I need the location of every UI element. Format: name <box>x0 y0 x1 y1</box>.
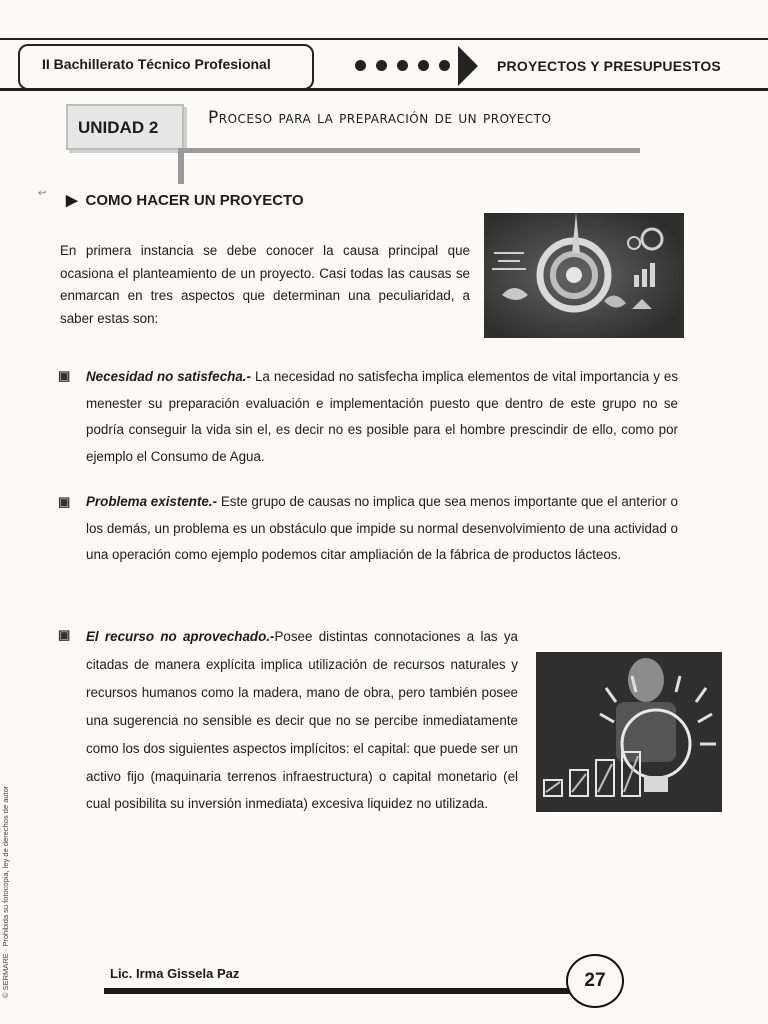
lightbulb-growth-image <box>536 652 722 812</box>
bullet-text: Este grupo de causas no implica que sea menos importante que el anterior o los demás, un problema es un obstáculo que impide su normal desenvolvimiento de una actividad o una operación como ejemplo podemos citar ampliación de la fábrica de productos lácteos. <box>86 494 678 563</box>
section-marker: ↩ <box>38 188 47 199</box>
dot <box>376 60 387 71</box>
bullet-term: El recurso no aprovechado.- <box>86 629 275 644</box>
course-label: II Bachillerato Técnico Profesional <box>18 44 314 90</box>
square-bullet-icon: ▣ <box>58 494 71 509</box>
unit-label: UNIDAD 2 <box>66 104 184 150</box>
author-name: Lic. Irma Gissela Paz <box>110 966 240 981</box>
intro-paragraph: En primera instancia se debe conocer la causa principal que ocasiona el planteamiento de un proyecto. Casi todas las causas se enmarcan en tres aspectos que determinan una peculiaridad, a saber estas son: <box>60 243 470 326</box>
section-heading-text: COMO HACER UN PROYECTO <box>85 192 304 209</box>
bullet-term: Necesidad no satisfecha.- <box>86 369 251 384</box>
unit-title: Proceso para la preparación de un proyecto <box>208 108 552 128</box>
bullet-problema <box>86 489 678 569</box>
footer-rule <box>104 988 574 994</box>
dot <box>439 60 450 71</box>
bullet-text: La necesidad no satisfecha implica elementos de vital importancia y es menester su preparación evaluación e implementación puesto que dentro de este grupo no se podría conseguir la vida sin el, es decir no es posible para el hombre prescindir de ello, como por ejemplo el Consumo de Agua. <box>86 369 679 465</box>
square-bullet-icon: ▣ <box>58 368 71 383</box>
section-heading <box>66 191 304 209</box>
header-dots <box>355 60 450 71</box>
dot <box>355 60 366 71</box>
header-top-rule <box>0 38 768 40</box>
bullet-recurso <box>86 623 518 818</box>
page-number: 27 <box>566 954 624 1008</box>
unit-underline <box>184 148 640 153</box>
bullet-term: Problema existente.- <box>86 494 218 509</box>
copyright-side-note: © SERMARE · Prohibida su fotocopia, ley de derechos de autor <box>1 785 10 998</box>
play-triangle-icon: ▶ <box>66 192 78 209</box>
dot <box>397 60 408 71</box>
lightbulb-illustration <box>536 652 722 812</box>
target-illustration <box>484 213 684 338</box>
bullet-text: Posee distintas connotaciones a las ya citadas de manera explícita implica utilización de recursos naturales y recursos humanos como la madera, mano de obra, pero también posee una sugerencia no sensible es decir que no se percibe inmediatamente como los dos siguientes aspectos implícitos: el capital: que puede ser un activo fijo (maquinaria terrenos infraestructura) o capital monetario (el cual posibilita su inversión inmediata) excesiva liquidez no utilizada. <box>86 629 518 812</box>
subject-label: PROYECTOS Y PRESUPUESTOS <box>497 58 721 74</box>
bullet-necesidad <box>86 364 678 471</box>
square-bullet-icon: ▣ <box>58 627 71 642</box>
unit-stem <box>178 148 184 184</box>
target-concept-image <box>484 213 684 338</box>
header-arrow-icon <box>458 46 478 86</box>
dot <box>418 60 429 71</box>
